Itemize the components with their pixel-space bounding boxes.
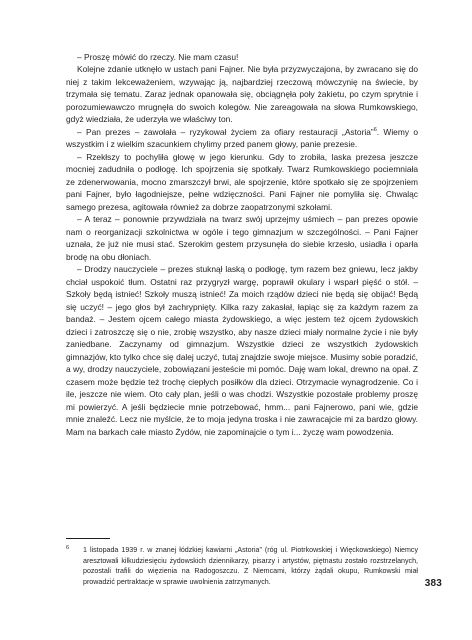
page-number: 383: [424, 578, 442, 589]
footnote-number: 6: [66, 545, 70, 551]
footnote-text: 1 listopada 1939 r. w znanej łódzkiej kawiarni „Astoria” (róg ul. Piotrkowskiej i Więckowskiego) Niemcy aresztowali kilkudziesięciu żydowskich dziennikarzy, pisarzy i artystów, piętnastu zostało rozstrzelanych, pozostali trafili do więzienia na Radogoszczu. Z Niemcami, którzy żądali okupu, Rumkowski miał prowadzić pertraktacje w sprawie uwolnienia zatrzymanych.: [83, 546, 418, 586]
footnote-reference[interactable]: 6: [373, 127, 377, 134]
paragraph-with-footnote: [66, 126, 418, 151]
paragraph: – Proszę mówić do rzeczy. Nie mam czasu!: [77, 52, 239, 62]
paragraph: Kolejne zdanie utknęło w ustach pani Fajner. Nie była przyzwyczajona, by zwracano się do niej z takim lekceważeniem, wzywając ją, najbardziej rzeczową mówczynię na świecie, by trzymała się tematu. Zaraz jednak opanowała się, obciągnęła poły żakietu, po czym sprytnie i porozumiewawczo mrugnęła do swoich kolegów. Nie zareagowała na słowa Rumkowskiego, gdyż wiedziała, że uderzyła we właściwy ton.: [66, 64, 418, 125]
paragraph-text: – Pan prezes – zawołała – ryzykował życiem za ofiary restauracji „Astoria”: [77, 126, 374, 137]
paragraph: – Drodzy nauczyciele – prezes stuknął laską o podłogę, tym razem bez gniewu, lecz jakby chciał uspokoić tłum. Ostatni raz przygryzł wargę, poprawił okulary i wsparł pięść o stół. – Szkoły będą istnieć! Szkoły muszą istnieć! Za moich rządów dzieci nie będą się obijać! Będą się uczyć! – jego głos był zachrypnięty. Kilka razy zakasłał, łapiąc się za każdym razem za bandaż. – Jestem ojcem całego miasta żydowskiego, a więc jestem też ojcem żydowskich dzieci i zatroszczę się o nie, zrobię wszystko, aby nasze dzieci miały normalne życie i nie były zaniedbane. Zaczynamy od gimnazjum. Wszystkie dzieci ze wszystkich żydowskich gimnazjów, kto tylko chce się dalej uczyć, tutaj znajdzie swoje miejsce. Musimy sobie poradzić, a wy, drodzy nauczyciele, zobowiązani jesteście mi pomóc. Daję wam lokal, drewno na opał. Z czasem może będzie też trochę ciepłych posiłków dla dzieci. Otrzymacie wynagrodzenie. Co i ile, jeszcze nie wiem. Oto cały plan, jeśli o was chodzi. Wszystkie pozostałe problemy proszę mi powierzyć. A jeśli będziecie mnie potrzebować, hmm... pani Fajnerowo, pani wie, gdzie mnie znaleźć. Lecz nie myślcie, że to moja jedyna troska i nie zawracajcie mi za bardzo głowy. Mam na barkach całe miasto Żydów, nie zapominajcie o tym i... życzę wam powodzenia.: [66, 264, 418, 437]
paragraph: – A teraz – ponownie przywdziała na twarz swój uprzejmy uśmiech – pan prezes opowie nam o reorganizacji szkolnictwa w ogóle i tego gimnazjum w szczególności. – Pani Fajner uznała, że już nie musi stać. Szerokim gestem przysunęła do siebie krzesło, usiadła i oparła brodę na obu dłoniach.: [66, 214, 418, 262]
punctuation: .: [376, 126, 380, 137]
body-text: [66, 51, 418, 438]
footnote-divider: [66, 538, 110, 539]
sentence-text: Wiemy o wszystkim i z wielkim szacunkiem chylimy przed panem głowy, panie prezesie.: [66, 126, 418, 150]
footnote: [66, 545, 418, 587]
paragraph: – Rzekłszy to pochyliła głowę w jego kierunku. Gdy to zrobiła, laska prezesa jeszcze mocniej zadudniła o podłogę. Ich spojrzenia się spotkały. Twarz Rumkowskiego pociemniała ze zdenerwowania, mocno zmarszczył brwi, ale spojrzenie, które spotkało się ze spojrzeniem pani Fajner, było łagodniejsze, pełne wdzięczności. Pani Fajner nie pomyliła się. Chwaląc samego prezesa, agitowała również za dobrze zaopatrzonymi szkołami.: [66, 151, 418, 212]
